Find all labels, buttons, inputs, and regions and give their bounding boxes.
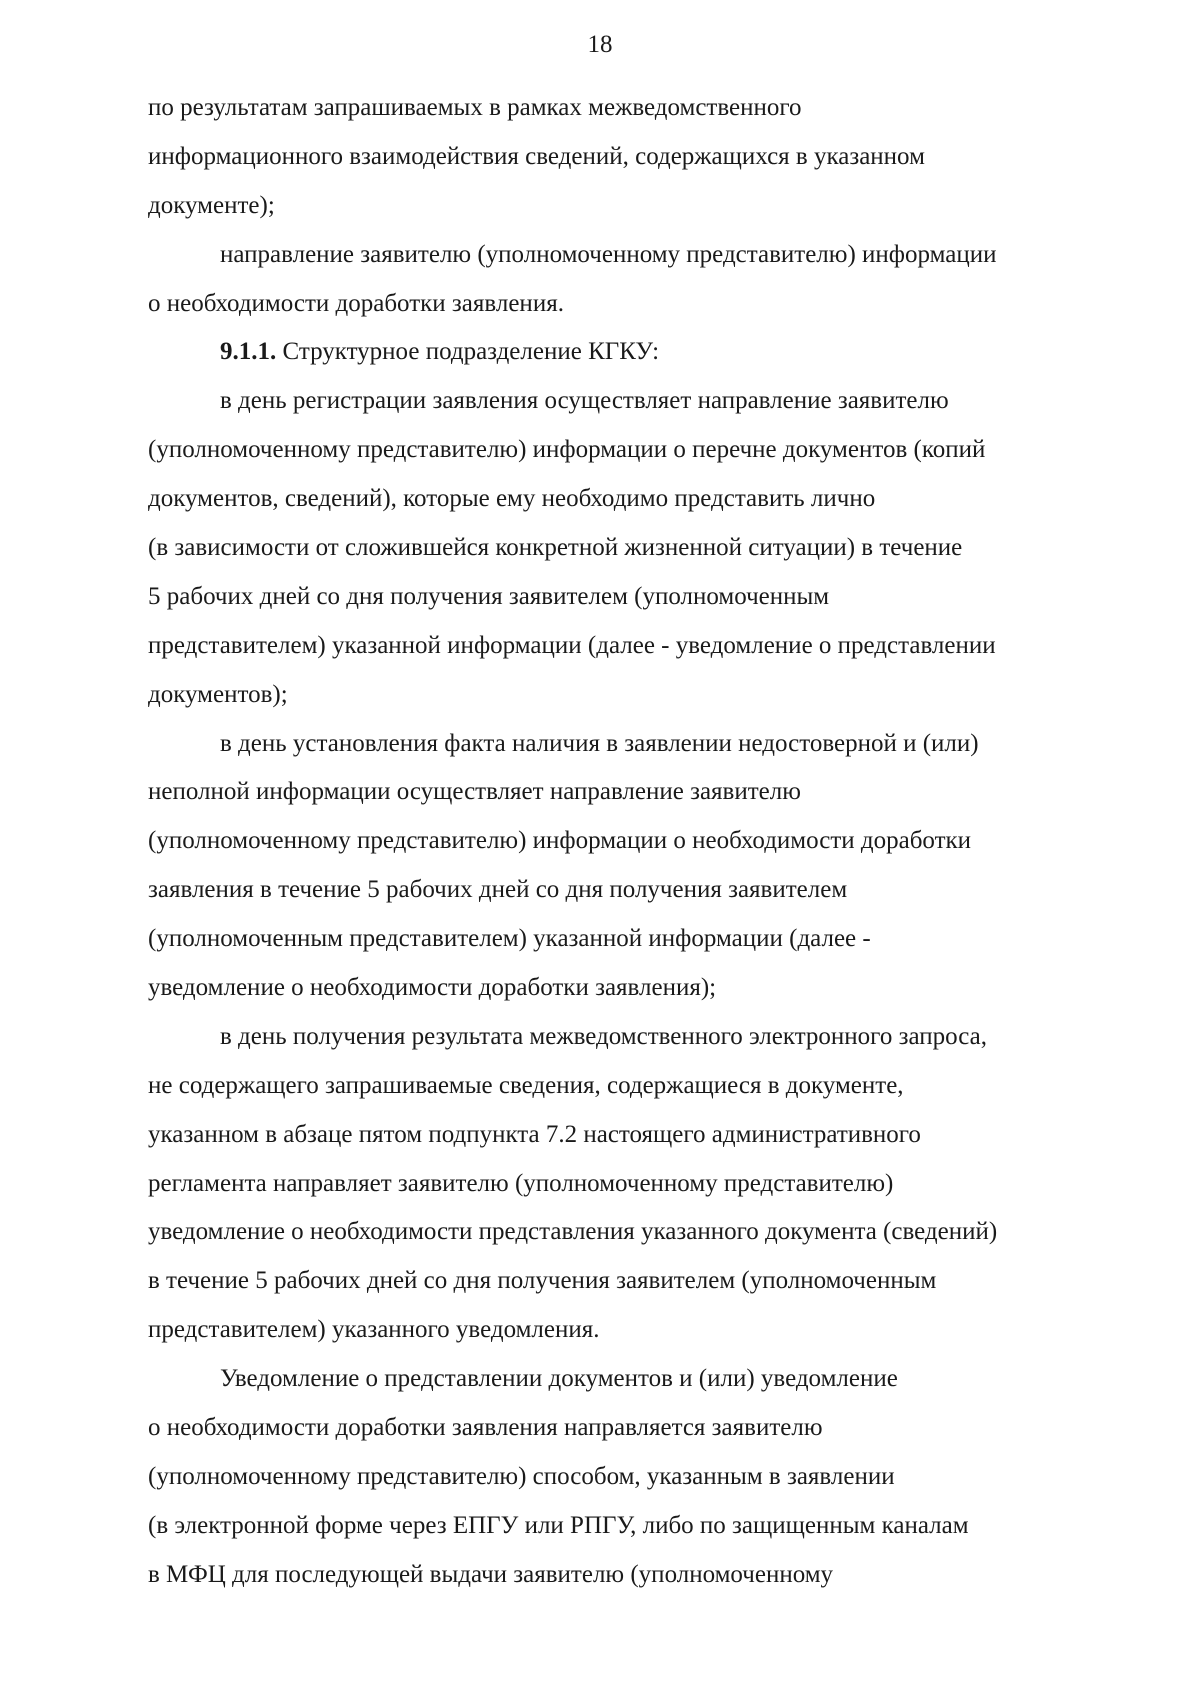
section-heading	[148, 328, 1128, 377]
text-line: указанном в абзаце пятом подпункта 7.2 настоящего административного	[148, 1120, 921, 1148]
text-line: не содержащего запрашиваемые сведения, содержащиеся в документе,	[148, 1071, 904, 1099]
text-line: уведомление о необходимости представления указанного документа (сведений)	[148, 1218, 998, 1246]
text-line: о необходимости доработки заявления направляется заявителю	[148, 1414, 823, 1442]
text-line: 5 рабочих дней со дня получения заявителем (уполномоченным	[148, 582, 830, 610]
section-label: 9.1.1.	[220, 338, 277, 366]
text-line: информационного взаимодействия сведений, содержащихся в указанном	[148, 142, 925, 170]
text-line: в день регистрации заявления осуществляет направление заявителю	[220, 387, 949, 415]
text-line: в день установления факта наличия в заявлении недостоверной и (или)	[220, 729, 979, 757]
text-line: в течение 5 рабочих дней со дня получения заявителем (уполномоченным	[148, 1267, 937, 1295]
text-line: неполной информации осуществляет направление заявителю	[148, 778, 801, 806]
text-line: по результатам запрашиваемых в рамках межведомственного	[148, 94, 802, 121]
text-line: направление заявителю (уполномоченному представителю) информации	[220, 240, 997, 268]
text-line: в день получения результата межведомственного электронного запроса,	[220, 1022, 987, 1050]
text-line: (в зависимости от сложившейся конкретной жизненной ситуации) в течение	[148, 534, 963, 562]
text-line: (уполномоченному представителю) способом, указанным в заявлении	[148, 1462, 895, 1490]
text-line: представителем) указанного уведомления.	[148, 1316, 600, 1344]
text-line: документе);	[148, 191, 275, 219]
text-line: (уполномоченному представителю) информации о необходимости доработки	[148, 827, 972, 855]
text-line: документов, сведений), которые ему необходимо представить лично	[148, 485, 876, 513]
section-title: Структурное подразделение КГКУ:	[282, 338, 660, 366]
text-line: (уполномоченным представителем) указанной информации (далее -	[148, 925, 871, 953]
page-number: 18	[587, 31, 613, 58]
text-line: заявления в течение 5 рабочих дней со дня получения заявителем	[148, 876, 848, 904]
text-line: представителем) указанной информации (далее - уведомление о представлении	[148, 631, 996, 659]
text-line: о необходимости доработки заявления.	[148, 289, 564, 317]
text-line: Уведомление о представлении документов и (или) уведомление	[220, 1365, 898, 1393]
text-line: регламента направляет заявителю (уполномоченному представителю)	[148, 1169, 894, 1197]
text-line: (уполномоченному представителю) информации о перечне документов (копий	[148, 436, 986, 464]
document-body	[148, 84, 1128, 1600]
text-line: уведомление о необходимости доработки заявления);	[148, 974, 717, 1002]
text-line: (в электронной форме через ЕПГУ или РПГУ, либо по защищенным каналам	[148, 1511, 969, 1539]
text-line: документов);	[148, 680, 288, 708]
text-line: в МФЦ для последующей выдачи заявителю (уполномоченному	[148, 1560, 834, 1588]
